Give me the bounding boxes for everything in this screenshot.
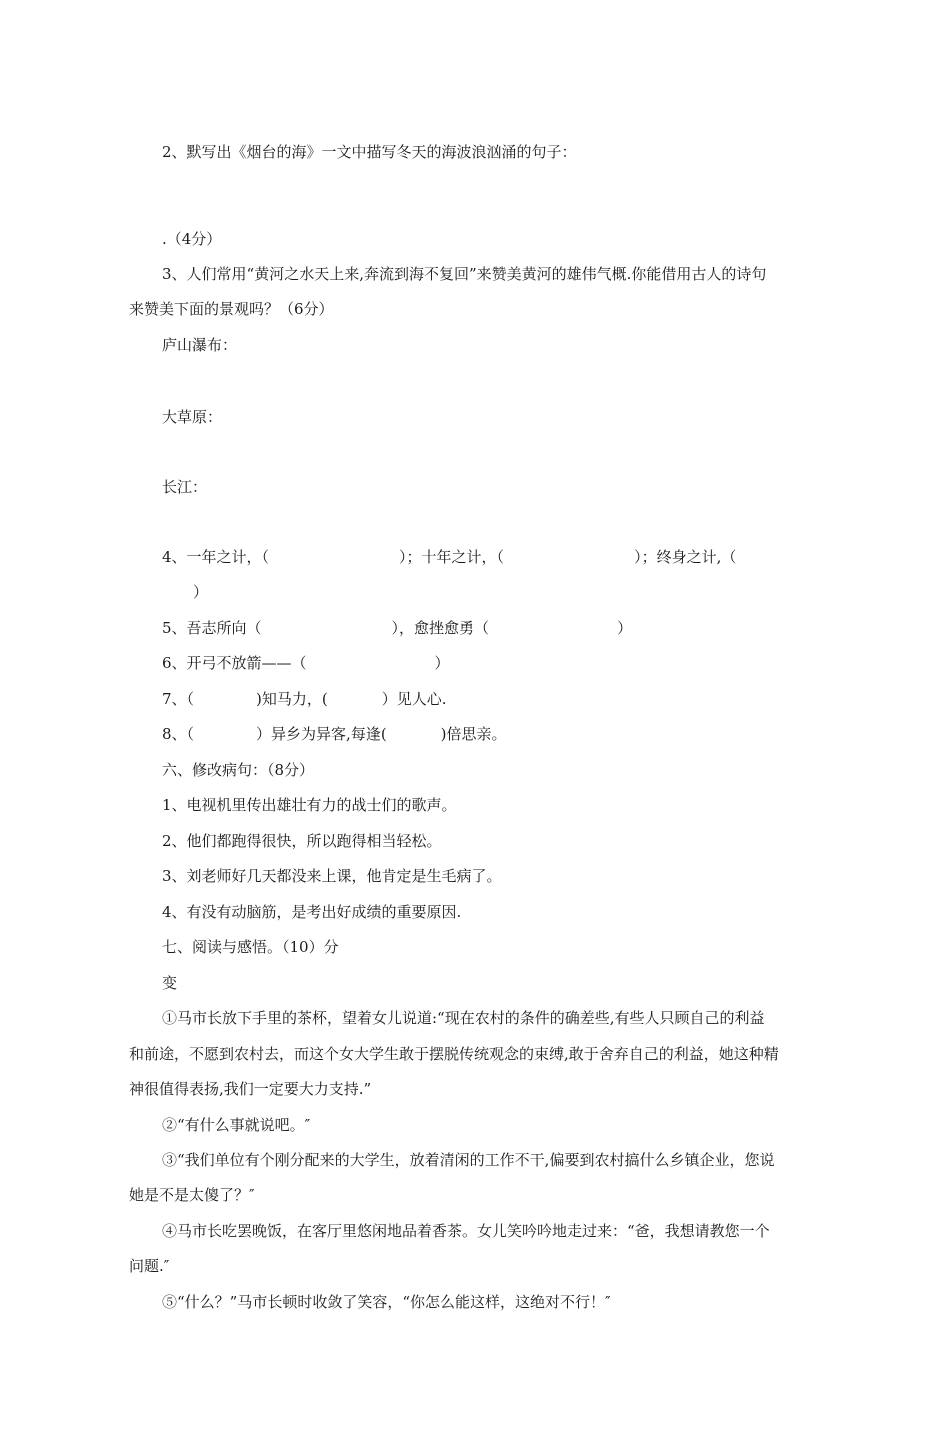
q4-line bbox=[162, 547, 736, 567]
sentence-4: 4、有没有动脑筋，是考出好成绩的重要原因. bbox=[162, 903, 462, 921]
q8-line bbox=[162, 724, 507, 744]
section-7-heading: 七、阅读与感悟。（10）分 bbox=[162, 938, 339, 956]
q6-part-2: ） bbox=[434, 654, 450, 672]
para-3-line-2: 她是不是太傻了？″ bbox=[129, 1186, 255, 1204]
section-6-heading: 六、修改病句：（8分） bbox=[162, 761, 315, 779]
q2-prompt: 2、默写出《烟台的海》一文中描写冬天的海波浪汹涌的句子： bbox=[162, 143, 577, 161]
q8-part-1: 8、（ bbox=[162, 725, 195, 743]
q3-prompt-line-1: 3、人们常用“黄河之水天上来,奔流到海不复回”来赞美黄河的雄伟气概.你能借用古人的诗句 bbox=[162, 265, 767, 283]
q4-close: ） bbox=[193, 583, 209, 601]
caoyuan-label: 大草原： bbox=[162, 408, 223, 426]
q4-part-1: 4、一年之计，（ bbox=[162, 548, 270, 566]
q4-part-3: ）；终身之计,（ bbox=[634, 548, 737, 566]
q7-part-2: )知马力，( bbox=[256, 690, 328, 708]
q7-part-3: ）见人心. bbox=[381, 690, 447, 708]
para-1-line-1: ①马市长放下手里的茶杯，望着女儿说道:“现在农村的条件的确差些,有些人只顾自己的利益 bbox=[162, 1009, 765, 1027]
q6-part-1: 6、开弓不放箭——（ bbox=[162, 654, 307, 672]
para-2: ②“有什么事就说吧。″ bbox=[162, 1116, 311, 1134]
q5-part-2: ），愈挫愈勇（ bbox=[391, 619, 490, 637]
q7-part-1: 7、（ bbox=[162, 690, 195, 708]
q5-part-1: 5、吾志所向（ bbox=[162, 619, 262, 637]
lushan-label: 庐山瀑布： bbox=[162, 336, 238, 354]
q5-line bbox=[162, 618, 632, 638]
q3-prompt-line-2: 来赞美下面的景观吗？（6分） bbox=[129, 300, 334, 318]
q5-part-3: ） bbox=[617, 619, 633, 637]
q8-part-2: ）异乡为异客,每逢( bbox=[256, 725, 387, 743]
para-4-line-2: 问题.″ bbox=[129, 1257, 170, 1275]
para-5: ⑤“什么？”马市长顿时收敛了笑容，“你怎么能这样，这绝对不行！″ bbox=[162, 1293, 611, 1311]
q2-score: .（4分） bbox=[162, 230, 222, 248]
para-4-line-1: ④马市长吃罢晚饭，在客厅里悠闲地品着香茶。女儿笑吟吟地走过来：“爸，我想请教您一个 bbox=[162, 1222, 770, 1240]
para-1-line-2: 和前途，不愿到农村去，而这个女大学生敢于摆脱传统观念的束缚,敢于舍弃自己的利益，她这种精 bbox=[129, 1045, 779, 1063]
sentence-1: 1、电视机里传出雄壮有力的战士们的歌声。 bbox=[162, 796, 457, 814]
q6-line bbox=[162, 653, 450, 673]
sentence-2: 2、他们都跑得很快，所以跑得相当轻松。 bbox=[162, 832, 442, 850]
reading-title: 变 bbox=[162, 974, 178, 992]
q7-line bbox=[162, 689, 447, 709]
para-3-line-1: ③“我们单位有个刚分配来的大学生，放着清闲的工作不干,偏要到农村搞什么乡镇企业，您说 bbox=[162, 1151, 775, 1169]
q4-part-2: ）；十年之计，（ bbox=[399, 548, 505, 566]
para-1-line-3: 神很值得表扬,我们一定要大力支持.” bbox=[129, 1080, 372, 1098]
changjiang-label: 长江： bbox=[162, 478, 208, 496]
q8-part-3: )倍思亲。 bbox=[440, 725, 507, 743]
sentence-3: 3、刘老师好几天都没来上课，他肯定是生毛病了。 bbox=[162, 867, 502, 885]
